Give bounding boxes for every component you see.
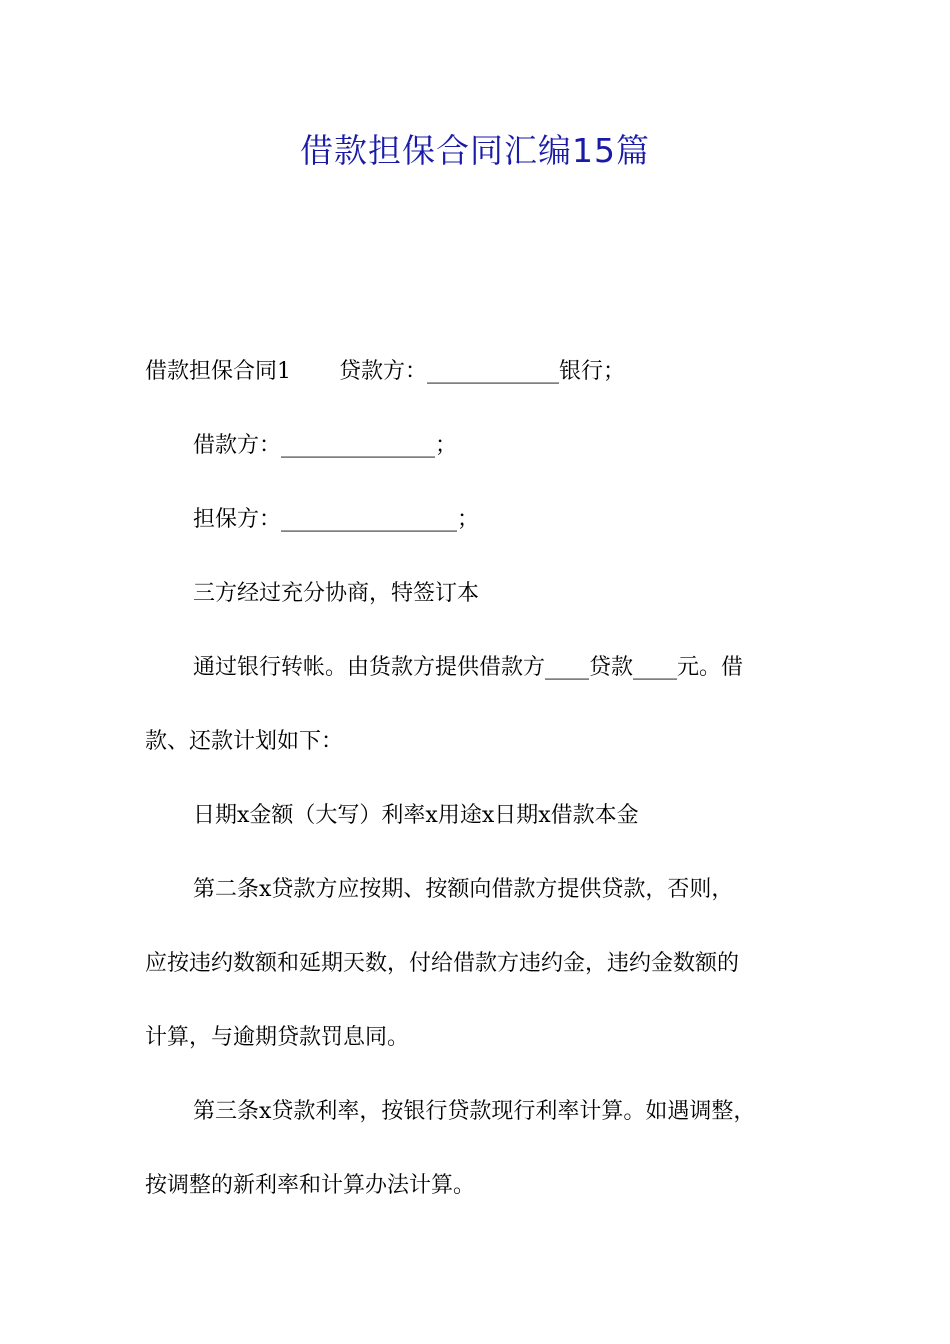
paragraph-line <box>145 335 810 409</box>
paragraph-line: 日期x金额（大写）利率x用途x日期x借款本金 <box>193 803 639 828</box>
paragraph-line: 第三条x贷款利率，按银行贷款现行利率计算。如遇调整， <box>193 1099 756 1124</box>
document-title: 借款担保合同汇编15篇 <box>300 131 650 170</box>
document-body <box>145 335 810 1223</box>
paragraph-line: 款、还款计划如下： <box>145 729 344 754</box>
lender-line: 贷款方：____________银行； <box>339 359 626 384</box>
paragraph-line: 计算，与逾期贷款罚息同。 <box>145 1025 410 1050</box>
paragraph-line: 按调整的新利率和计算办法计算。 <box>145 1173 476 1198</box>
guarantor-line: 担保方：________________； <box>193 507 480 532</box>
contract-heading: 借款担保合同1 <box>145 359 291 384</box>
paragraph-line: 第二条x贷款方应按期、按额向借款方提供贷款，否则， <box>193 877 734 902</box>
borrower-line: 借款方：______________； <box>193 433 458 458</box>
paragraph-line: 三方经过充分协商，特签订本 <box>193 581 480 606</box>
paragraph-line: 应按违约数额和延期天数，付给借款方违约金，违约金数额的 <box>145 951 740 976</box>
paragraph-line: 通过银行转帐。由货款方提供借款方____贷款____元。借 <box>193 655 744 680</box>
